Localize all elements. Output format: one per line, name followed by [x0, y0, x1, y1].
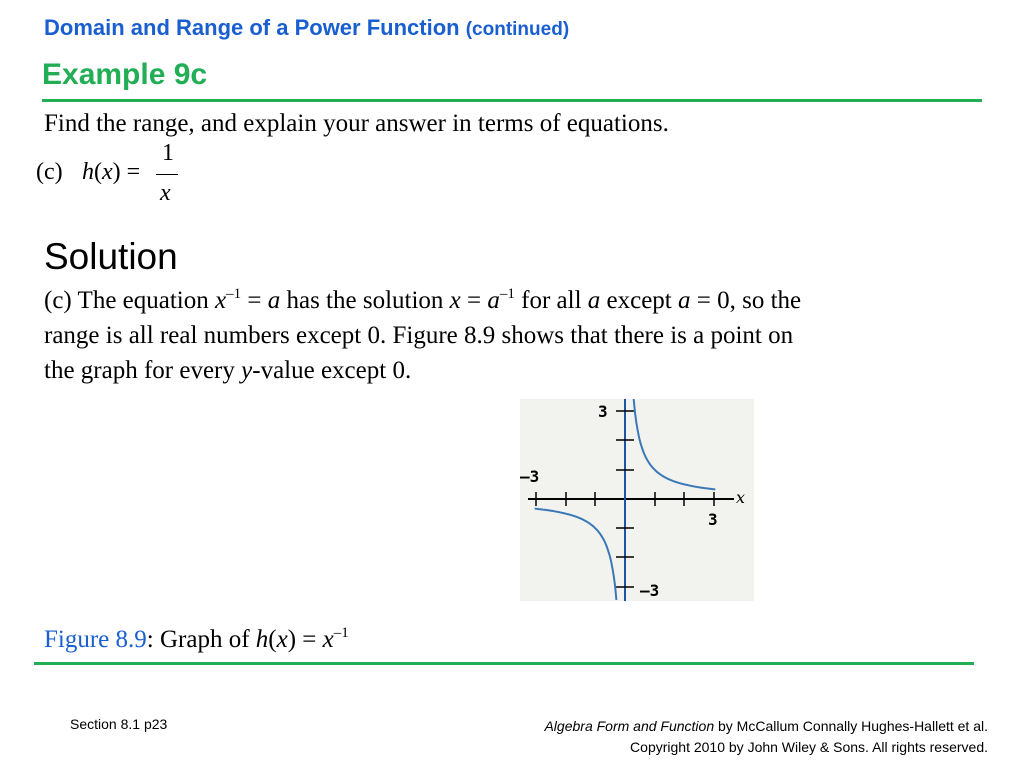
- part-label: (c): [36, 159, 63, 185]
- footer-authors: by McCallum Connally Hughes-Hallett et al.: [714, 718, 988, 734]
- caption-text: ) =: [287, 626, 323, 653]
- sol-var: a: [678, 287, 691, 314]
- sol-text: the graph for every: [44, 357, 242, 384]
- graph-svg: [520, 399, 754, 601]
- slide-title-text: Domain and Range of a Power Function: [44, 15, 460, 40]
- sol-text: except: [600, 287, 678, 314]
- sol-var: a: [587, 287, 601, 314]
- equals-sign: =: [126, 159, 141, 185]
- function-name: h: [82, 159, 94, 185]
- slide-title-suffix: (continued): [465, 19, 570, 40]
- top-divider: [42, 99, 982, 102]
- footer-copyright: Copyright 2010 by John Wiley & Sons. All rights reserved.: [630, 739, 988, 755]
- sol-var: x: [449, 287, 461, 314]
- footer-credits: [544, 716, 988, 758]
- curve-branch-right: [634, 399, 716, 489]
- caption-var: x: [276, 626, 288, 653]
- problem-prompt: Find the range, and explain your answer in terms of equations.: [44, 110, 669, 137]
- sol-text: =: [241, 287, 268, 314]
- curve-branch-left: [535, 509, 617, 600]
- fraction-denominator: x: [160, 180, 171, 206]
- x-axis-name: x: [736, 488, 746, 507]
- y-bottom-label: –3: [640, 581, 660, 600]
- sol-text: = 0, so the: [690, 287, 802, 314]
- x-right-label: 3: [708, 510, 718, 529]
- bottom-divider: [34, 662, 974, 665]
- caption-var: h: [255, 626, 269, 653]
- sol-text: =: [460, 287, 488, 314]
- sol-text: has the solution: [280, 287, 450, 314]
- solution-line-2: range is all real numbers except 0. Figure 8.9 shows that there is a point on: [44, 322, 794, 349]
- solution-line-3: [44, 357, 411, 385]
- y-top-label: 3: [598, 402, 608, 421]
- sol-var: a: [267, 287, 281, 314]
- caption-text: (: [268, 626, 277, 653]
- sol-text: (c) The equation: [44, 287, 215, 314]
- problem-function: [36, 142, 196, 208]
- sol-text: for all: [514, 287, 588, 314]
- sol-exp: –1: [226, 286, 242, 302]
- sol-text: -value except 0.: [252, 357, 412, 384]
- figure-label: Figure 8.9: [44, 626, 147, 653]
- solution-line-1: [44, 287, 801, 315]
- footer-book-line: [544, 716, 988, 737]
- sol-var: a: [487, 287, 500, 314]
- sol-var: x: [215, 287, 227, 314]
- footer-section: Section 8.1 p23: [70, 716, 168, 732]
- function-variable: x: [102, 159, 113, 185]
- caption-text: : Graph of: [146, 626, 256, 653]
- fraction-numerator: 1: [162, 140, 174, 166]
- footer-book-title: Algebra Form and Function: [544, 718, 715, 734]
- slide-title: [44, 15, 569, 41]
- function-graph: [520, 399, 754, 601]
- sol-exp: –1: [499, 286, 515, 302]
- sol-var: y: [241, 357, 253, 384]
- fraction-bar: [156, 174, 178, 175]
- caption-exp: –1: [333, 625, 349, 641]
- example-heading: Example 9c: [42, 58, 208, 91]
- function-lhs-group: h(x) =: [82, 159, 141, 185]
- caption-var: x: [322, 626, 334, 653]
- figure-caption: [44, 626, 349, 654]
- solution-heading: Solution: [44, 236, 178, 277]
- x-left-label: –3: [520, 467, 540, 486]
